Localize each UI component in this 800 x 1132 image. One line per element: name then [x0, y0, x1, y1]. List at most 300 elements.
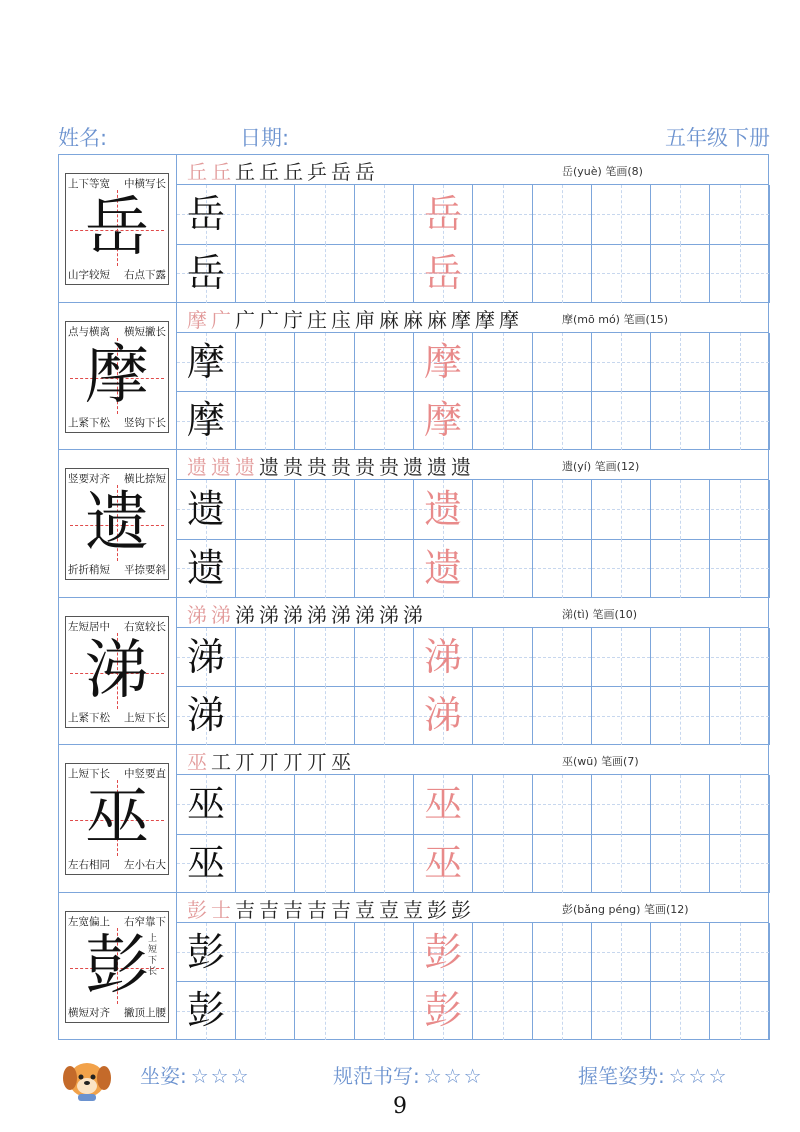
- model-character: 涕: [85, 633, 149, 708]
- stroke-step: 丌: [307, 750, 331, 774]
- practice-cell[interactable]: [236, 480, 295, 539]
- practice-cell[interactable]: [592, 628, 651, 687]
- example-cell: [414, 628, 473, 687]
- practice-cell[interactable]: [533, 923, 592, 982]
- stroke-step: 壴: [403, 897, 427, 922]
- stroke-step: 乒: [307, 160, 331, 184]
- stroke-step: 涕: [283, 602, 307, 627]
- model-character-box: [65, 321, 169, 433]
- trace-character: 巫: [424, 782, 463, 826]
- stroke-step: 麻: [427, 307, 451, 332]
- practice-cell[interactable]: [651, 185, 710, 244]
- practice-cell[interactable]: [651, 333, 710, 392]
- stroke-step: 吉: [307, 897, 331, 922]
- practice-sheet: [58, 154, 769, 1040]
- practice-row: [177, 628, 768, 688]
- writing-tip: 上紧下松: [68, 711, 110, 724]
- stroke-step: 丌: [283, 750, 307, 774]
- practice-cell[interactable]: [296, 981, 355, 1040]
- writing-tip: 右窄靠下: [124, 915, 166, 928]
- stroke-count: 笔画(8): [605, 165, 643, 178]
- footer: [58, 1050, 780, 1100]
- stroke-step: 工: [211, 750, 235, 774]
- practice-cell[interactable]: [533, 981, 592, 1040]
- practice-cell[interactable]: [236, 391, 295, 450]
- stroke-order-row: [177, 155, 768, 185]
- example-cell: [177, 686, 236, 745]
- practice-cell[interactable]: [651, 686, 710, 745]
- writing-tip: 左小右大: [124, 859, 166, 871]
- practice-cell[interactable]: [236, 834, 295, 893]
- writing-stars[interactable]: ☆☆☆: [423, 1064, 484, 1088]
- sample-character: 岳: [186, 192, 225, 236]
- stroke-step: 遗: [403, 455, 427, 479]
- sample-character: 涕: [186, 634, 225, 679]
- sample-character: 巫: [186, 840, 225, 885]
- practice-cell[interactable]: [355, 333, 414, 392]
- practice-cell[interactable]: [592, 539, 651, 598]
- practice-cell[interactable]: [296, 775, 355, 834]
- stroke-step: 涕: [211, 602, 235, 627]
- practice-cell[interactable]: [592, 480, 651, 539]
- practice-cell[interactable]: [592, 391, 651, 450]
- practice-cell[interactable]: [474, 539, 533, 598]
- example-cell: [414, 775, 473, 834]
- stroke-sequence: [187, 894, 475, 923]
- stroke-order-row: [177, 598, 768, 628]
- practice-cell[interactable]: [711, 775, 770, 834]
- practice-cell[interactable]: [355, 923, 414, 982]
- page-number: 9: [393, 1094, 407, 1119]
- practice-row: [177, 539, 768, 598]
- practice-cell[interactable]: [711, 244, 770, 303]
- model-character-panel: [59, 893, 177, 1041]
- practice-cell[interactable]: [236, 628, 295, 687]
- stroke-step: 士: [211, 897, 235, 922]
- practice-cell[interactable]: [592, 775, 651, 834]
- practice-cell[interactable]: [651, 923, 710, 982]
- practice-cell[interactable]: [651, 834, 710, 893]
- practice-row: [177, 333, 768, 393]
- model-character: 巫: [85, 781, 149, 855]
- pinyin: 彭(bǎng péng): [562, 902, 641, 916]
- example-cell: [414, 333, 473, 392]
- stroke-info: [562, 901, 689, 917]
- practice-cell[interactable]: [236, 244, 295, 303]
- sample-character: 彭: [186, 929, 225, 974]
- practice-grid: [177, 628, 768, 745]
- practice-cell[interactable]: [355, 775, 414, 834]
- stroke-sequence: [187, 599, 427, 628]
- stroke-step: 吉: [283, 897, 307, 922]
- grip-label: 握笔姿势:: [578, 1064, 665, 1088]
- practice-cell[interactable]: [711, 185, 770, 244]
- character-block: [59, 155, 768, 303]
- stroke-step: 丌: [235, 750, 259, 774]
- practice-cell[interactable]: [711, 981, 770, 1040]
- grip-rating: [578, 1060, 729, 1089]
- pinyin: 巫(wū): [562, 755, 598, 768]
- sample-character: 彭: [186, 988, 225, 1033]
- sitting-rating: [140, 1060, 251, 1089]
- stroke-step: 贵: [307, 455, 331, 479]
- practice-cell[interactable]: [296, 539, 355, 598]
- model-character-panel: [59, 303, 177, 450]
- writing-tip: 左右相同: [68, 859, 110, 871]
- stroke-step: 广: [211, 307, 235, 332]
- character-block: [59, 303, 768, 451]
- writing-tip: 竖钩下长: [124, 416, 166, 429]
- writing-tip: 平捺要斜: [124, 564, 166, 576]
- practice-cell[interactable]: [355, 185, 414, 244]
- stroke-sequence: [187, 746, 355, 775]
- writing-tip: 上短下长: [124, 711, 166, 724]
- practice-cell[interactable]: [296, 185, 355, 244]
- practice-cell[interactable]: [711, 923, 770, 982]
- model-character: 摩: [85, 338, 149, 413]
- stroke-step: 庄: [307, 307, 331, 332]
- header: [58, 118, 770, 154]
- grade-label: 五年级下册: [665, 126, 770, 150]
- writing-tip: 上下等宽: [68, 178, 110, 190]
- stroke-step: 摩: [499, 307, 523, 332]
- practice-cell[interactable]: [355, 686, 414, 745]
- stroke-step: 涕: [187, 602, 211, 627]
- practice-cell[interactable]: [355, 628, 414, 687]
- stroke-order-row: [177, 303, 768, 333]
- stroke-info: [562, 311, 668, 327]
- stroke-step: 岳: [331, 160, 355, 184]
- writing-tip: 横短撇长: [124, 325, 166, 338]
- practice-cell[interactable]: [592, 333, 651, 392]
- example-cell: [414, 480, 473, 539]
- stroke-count: 笔画(10): [592, 607, 638, 621]
- practice-cell[interactable]: [236, 775, 295, 834]
- stroke-step: 丘: [211, 160, 235, 184]
- trace-character: 摩: [424, 398, 463, 443]
- stroke-step: 彭: [451, 897, 475, 922]
- writing-rating: [333, 1060, 484, 1089]
- stroke-step: 巫: [187, 750, 211, 774]
- example-cell: [177, 628, 236, 687]
- stroke-step: 丘: [235, 160, 259, 184]
- trace-character: 摩: [424, 339, 463, 384]
- stroke-step: 吉: [235, 897, 259, 922]
- practice-cell[interactable]: [296, 628, 355, 687]
- writing-tip: 点与横离: [68, 325, 110, 338]
- stroke-info: [562, 606, 637, 622]
- practice-cell[interactable]: [474, 834, 533, 893]
- stroke-step: 丌: [259, 750, 283, 774]
- trace-character: 遗: [424, 545, 463, 590]
- example-cell: [177, 391, 236, 450]
- example-cell: [177, 923, 236, 982]
- model-character: 岳: [85, 191, 149, 265]
- practice-cell[interactable]: [355, 391, 414, 450]
- trace-character: 岳: [424, 250, 463, 295]
- practice-grid: [177, 333, 768, 450]
- trace-character: 彭: [424, 929, 463, 974]
- stroke-info: [562, 163, 643, 179]
- practice-cell[interactable]: [711, 686, 770, 745]
- model-character-panel: [59, 450, 177, 597]
- stroke-step: 庘: [355, 307, 379, 332]
- model-character: 遗: [85, 486, 149, 560]
- practice-cell[interactable]: [711, 539, 770, 598]
- pinyin: 涕(tì): [562, 607, 589, 621]
- practice-cell[interactable]: [651, 391, 710, 450]
- stroke-sequence: [187, 156, 379, 185]
- model-character-box: [65, 468, 169, 580]
- character-block: [59, 893, 768, 1041]
- pinyin: 岳(yuè): [562, 165, 602, 178]
- stroke-step: 摩: [187, 307, 211, 332]
- stroke-sequence: [187, 451, 475, 480]
- stroke-info: [562, 753, 639, 769]
- practice-cell[interactable]: [592, 686, 651, 745]
- writing-tip: 左短居中: [68, 620, 110, 633]
- practice-grid: [177, 480, 768, 597]
- practice-cell[interactable]: [533, 480, 592, 539]
- example-cell: [414, 834, 473, 893]
- practice-grid: [177, 775, 768, 892]
- practice-cell[interactable]: [533, 686, 592, 745]
- practice-cell[interactable]: [296, 686, 355, 745]
- practice-cell[interactable]: [236, 981, 295, 1040]
- trace-character: 彭: [424, 988, 463, 1033]
- sample-character: 摩: [186, 339, 225, 384]
- practice-cell[interactable]: [236, 539, 295, 598]
- example-cell: [177, 981, 236, 1040]
- writing-tip: 撇顶上腰: [124, 1006, 166, 1019]
- practice-cell[interactable]: [711, 628, 770, 687]
- practice-cell[interactable]: [651, 480, 710, 539]
- practice-cell[interactable]: [533, 628, 592, 687]
- practice-cell[interactable]: [474, 686, 533, 745]
- practice-cell[interactable]: [533, 539, 592, 598]
- practice-cell[interactable]: [711, 480, 770, 539]
- practice-cell[interactable]: [711, 391, 770, 450]
- practice-cell[interactable]: [236, 185, 295, 244]
- model-character-panel: [59, 598, 177, 745]
- practice-row: [177, 185, 768, 245]
- sample-character: 摩: [186, 398, 225, 443]
- stroke-step: 广: [235, 307, 259, 332]
- character-block: [59, 450, 768, 598]
- trace-character: 岳: [424, 192, 463, 236]
- trace-character: 遗: [424, 487, 463, 531]
- example-cell: [177, 539, 236, 598]
- practice-cell[interactable]: [592, 185, 651, 244]
- example-cell: [177, 185, 236, 244]
- stroke-step: 涕: [331, 602, 355, 627]
- stroke-step: 遗: [235, 455, 259, 479]
- stroke-step: 广: [259, 307, 283, 332]
- grip-stars[interactable]: ☆☆☆: [668, 1064, 729, 1088]
- practice-cell[interactable]: [355, 834, 414, 893]
- practice-cell[interactable]: [533, 244, 592, 303]
- sample-character: 遗: [186, 545, 225, 590]
- practice-cell[interactable]: [533, 391, 592, 450]
- sample-character: 涕: [186, 693, 225, 738]
- stroke-step: 涕: [307, 602, 331, 627]
- stroke-order-row: [177, 893, 768, 923]
- practice-cell[interactable]: [651, 981, 710, 1040]
- writing-tip: 竖要对齐: [68, 473, 110, 485]
- writing-tip: 左宽偏上: [68, 915, 110, 928]
- stroke-step: 巫: [331, 750, 355, 774]
- side-note: 上短下长: [148, 933, 158, 977]
- practice-cell[interactable]: [651, 628, 710, 687]
- stroke-step: 涕: [235, 602, 259, 627]
- stroke-count: 笔画(12): [594, 460, 640, 473]
- sample-character: 岳: [186, 250, 225, 295]
- stroke-step: 麻: [379, 307, 403, 332]
- example-cell: [414, 539, 473, 598]
- practice-cell[interactable]: [474, 185, 533, 244]
- date-label: 日期:: [240, 126, 290, 150]
- practice-row: [177, 244, 768, 303]
- writing-tip: 右点下露: [124, 269, 166, 281]
- practice-row: [177, 391, 768, 450]
- practice-cell[interactable]: [296, 333, 355, 392]
- example-cell: [177, 244, 236, 303]
- practice-cell[interactable]: [296, 244, 355, 303]
- writing-label: 规范书写:: [333, 1064, 420, 1088]
- writing-tip: 折折稍短: [68, 564, 110, 576]
- writing-tip: 上紧下松: [68, 416, 110, 429]
- character-block: [59, 598, 768, 746]
- stroke-step: 贵: [379, 455, 403, 479]
- sample-character: 巫: [186, 782, 225, 826]
- example-cell: [414, 923, 473, 982]
- sample-character: 遗: [186, 487, 225, 531]
- practice-cell[interactable]: [296, 923, 355, 982]
- example-cell: [414, 185, 473, 244]
- example-cell: [177, 480, 236, 539]
- practice-cell[interactable]: [474, 480, 533, 539]
- practice-cell[interactable]: [533, 775, 592, 834]
- practice-grid: [177, 923, 768, 1041]
- sitting-label: 坐姿:: [140, 1064, 187, 1088]
- practice-cell[interactable]: [711, 333, 770, 392]
- example-cell: [414, 391, 473, 450]
- stroke-step: 丘: [283, 160, 307, 184]
- practice-cell[interactable]: [296, 834, 355, 893]
- practice-cell[interactable]: [474, 775, 533, 834]
- practice-cell[interactable]: [474, 923, 533, 982]
- practice-cell[interactable]: [236, 923, 295, 982]
- practice-cell[interactable]: [533, 185, 592, 244]
- stroke-order-row: [177, 450, 768, 480]
- stroke-step: 遗: [211, 455, 235, 479]
- model-character-box: [65, 616, 169, 728]
- writing-tip: 横比捺短: [124, 473, 166, 485]
- practice-row: [177, 480, 768, 540]
- stroke-step: 遗: [427, 455, 451, 479]
- practice-cell[interactable]: [236, 333, 295, 392]
- pinyin: 摩(mō mó): [562, 312, 620, 326]
- writing-tip: 中横写长: [124, 178, 166, 190]
- stroke-step: 涕: [355, 602, 379, 627]
- practice-row: [177, 923, 768, 983]
- practice-cell[interactable]: [296, 391, 355, 450]
- practice-cell[interactable]: [236, 686, 295, 745]
- practice-cell[interactable]: [474, 981, 533, 1040]
- stroke-step: 摩: [451, 307, 475, 332]
- stroke-step: 麻: [403, 307, 427, 332]
- stroke-step: 涕: [403, 602, 427, 627]
- stroke-step: 岳: [355, 160, 379, 184]
- practice-cell[interactable]: [474, 391, 533, 450]
- model-character-panel: [59, 745, 177, 892]
- practice-cell[interactable]: [711, 834, 770, 893]
- practice-cell[interactable]: [592, 834, 651, 893]
- example-cell: [177, 834, 236, 893]
- practice-cell[interactable]: [592, 923, 651, 982]
- stroke-step: 彭: [427, 897, 451, 922]
- writing-tip: 中竖要直: [124, 768, 166, 780]
- model-character-box: [65, 911, 169, 1023]
- model-character-box: [65, 173, 169, 285]
- stroke-count: 笔画(15): [623, 312, 669, 326]
- stroke-step: 遗: [187, 455, 211, 479]
- practice-cell[interactable]: [355, 480, 414, 539]
- stroke-sequence: [187, 304, 523, 333]
- stroke-step: 庒: [331, 307, 355, 332]
- name-label: 姓名:: [58, 126, 108, 150]
- stroke-step: 摩: [475, 307, 499, 332]
- example-cell: [414, 244, 473, 303]
- model-character-panel: [59, 155, 177, 302]
- sitting-stars[interactable]: ☆☆☆: [190, 1064, 251, 1088]
- practice-row: [177, 686, 768, 745]
- practice-row: [177, 981, 768, 1040]
- stroke-step: 贵: [331, 455, 355, 479]
- practice-cell[interactable]: [355, 981, 414, 1040]
- practice-cell[interactable]: [474, 628, 533, 687]
- writing-tip: 山字较短: [68, 269, 110, 281]
- practice-cell[interactable]: [533, 333, 592, 392]
- example-cell: [414, 686, 473, 745]
- character-block: [59, 745, 768, 893]
- practice-cell[interactable]: [474, 244, 533, 303]
- practice-cell[interactable]: [592, 981, 651, 1040]
- practice-row: [177, 834, 768, 893]
- trace-character: 巫: [424, 840, 463, 885]
- practice-cell[interactable]: [651, 539, 710, 598]
- stroke-step: 彭: [187, 897, 211, 922]
- practice-cell[interactable]: [651, 775, 710, 834]
- stroke-step: 壴: [379, 897, 403, 922]
- practice-cell[interactable]: [533, 834, 592, 893]
- pinyin: 遗(yí): [562, 460, 592, 473]
- stroke-step: 壴: [355, 897, 379, 922]
- stroke-step: 涕: [379, 602, 403, 627]
- stroke-step: 贵: [355, 455, 379, 479]
- stroke-step: 遗: [259, 455, 283, 479]
- practice-cell[interactable]: [296, 480, 355, 539]
- practice-cell[interactable]: [651, 244, 710, 303]
- stroke-step: 吉: [331, 897, 355, 922]
- stroke-step: 庁: [283, 307, 307, 332]
- writing-tip: 横短对齐: [68, 1006, 110, 1019]
- writing-tip: 上短下长: [68, 768, 110, 780]
- practice-cell[interactable]: [355, 539, 414, 598]
- practice-cell[interactable]: [355, 244, 414, 303]
- practice-cell[interactable]: [592, 244, 651, 303]
- practice-cell[interactable]: [474, 333, 533, 392]
